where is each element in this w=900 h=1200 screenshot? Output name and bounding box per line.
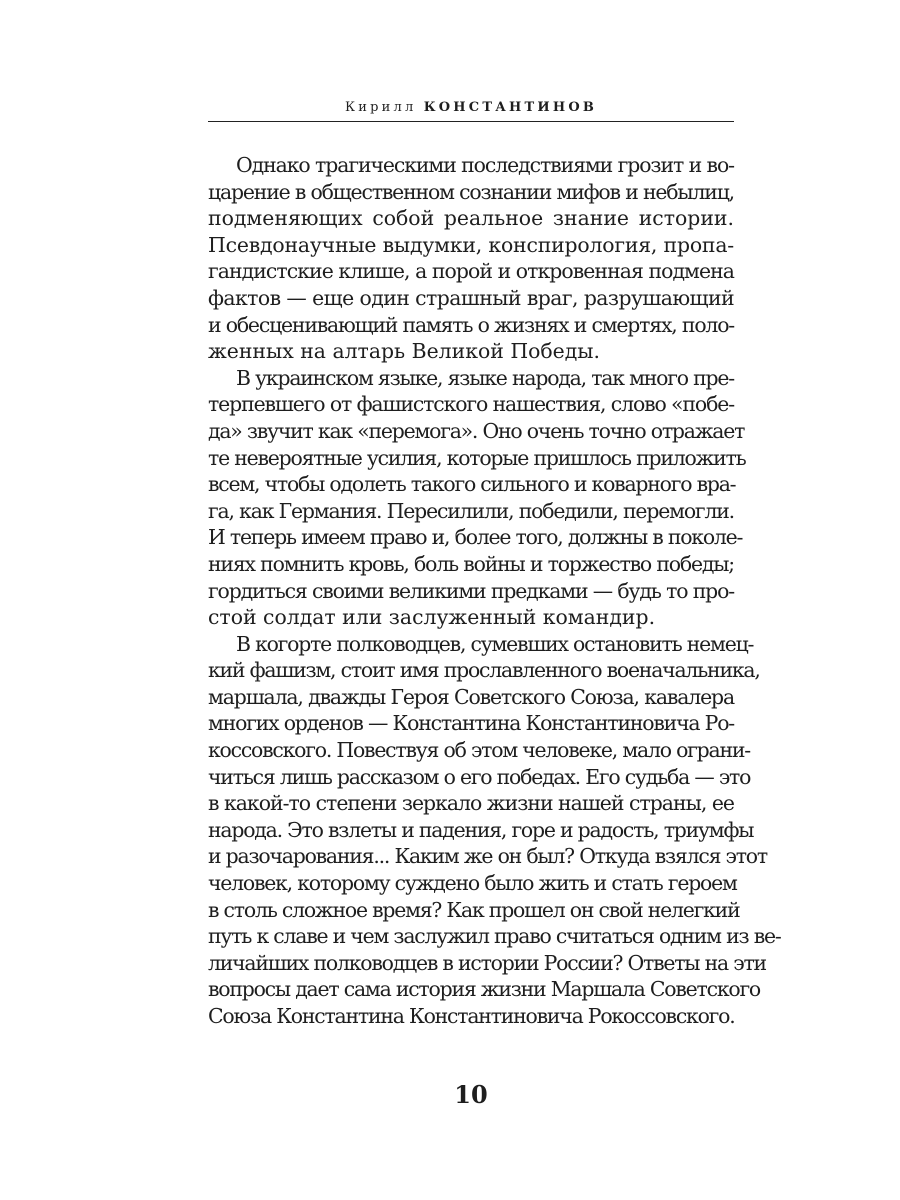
text-line: женных на алтарь Великой Победы. [208,339,600,364]
paragraph [208,365,746,631]
text-line: в столь сложное время? Как прошел он свой нелегкий [208,897,740,922]
text-line: ниях помнить кровь, боль войны и торжество победы; [208,551,735,576]
text-line: кий фашизм, стоит имя прославленного военачальника, [208,658,760,683]
paragraph [208,152,734,365]
text-line: стой солдат или заслуженный командир. [208,605,656,630]
text-line: В украинском языке, языке народа, так много пре- [236,365,734,390]
text-line: царение в общественном сознании мифов и небылиц, [208,179,735,204]
text-line: да» звучит как «перемога». Оно очень точно отражает [208,418,745,443]
text-line: народа. Это взлеты и падения, горе и радость, триумфы [208,817,754,842]
text-line: всем, чтобы одолеть такого сильного и коварного вра- [208,472,736,497]
text-line: Однако трагическими последствиями грозит и во- [236,153,734,177]
body-text [208,152,781,1030]
text-line: вопросы дает сама история жизни Маршала Советского [208,977,761,1002]
text-line: маршала, дважды Героя Советского Союза, кавалера [208,684,734,709]
text-line: и разочарования... Каким же он был? Откуда взялся этот [208,844,767,869]
text-line: подменяющих собой реальное знание истории. [208,206,734,231]
text-line: личайших полководцев в истории России? Ответы на эти [208,950,766,975]
text-line: Союза Константина Константиновича Рокоссовского. [208,1004,735,1028]
author-last-name: КОНСТАНТИНОВ [423,100,598,115]
text-line: многих орденов — Константина Константиновича Ро- [208,711,735,736]
text-line: В когорте полководцев, сумевших остановить немец- [236,631,754,656]
paragraph [208,631,781,1030]
author-first-name: Кирилл [344,100,417,115]
text-line: коссовского. Повествуя об этом человеке, мало ограни- [208,738,750,763]
text-line: путь к славе и чем заслужил право считаться одним из ве- [208,924,781,949]
running-head [208,97,734,119]
text-line: га, как Германия. Пересилили, победили, перемогли. [208,498,734,523]
text-line: гандистские клише, а порой и откровенная подмена [208,259,735,284]
text-line: Псевдонаучные выдумки, конспирология, пропа- [208,232,734,257]
text-line: гордиться своими великими предками — будь то про- [208,578,734,603]
text-line: фактов — еще один страшный враг, разрушающий [208,285,734,310]
text-line: человек, которому суждено было жить и стать героем [208,871,737,896]
text-line: читься лишь рассказом о его победах. Его судьба — это [208,764,751,789]
page-number: 10 [454,1080,488,1109]
text-line: те невероятные усилия, которые пришлось приложить [208,445,746,470]
text-line: в какой-то степени зеркало жизни нашей страны, ее [208,791,734,816]
text-line: терпевшего от фашистского нашествия, слово «побе- [208,392,734,417]
text-line: И теперь имеем право и, более того, должны в поколе- [208,525,743,550]
header-rule [208,121,734,122]
text-line: и обесценивающий память о жизнях и смертях, поло- [208,312,735,337]
